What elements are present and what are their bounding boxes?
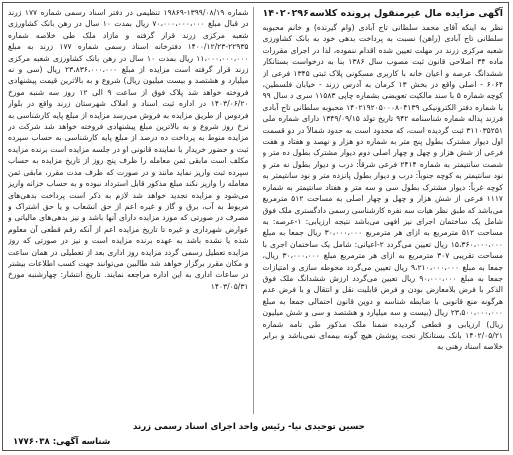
notice-columns <box>8 7 503 414</box>
notice-body-right: نظر به اینکه آقای محمد سلطانی تاج آبادی (وام گیرنده) و خانم محبوبه سلطانی تاج آبادی (راهن) نسبت به پرداخت بدهی خود به بانک کشاورزی شعبه مرکزی زرند در مهلت تعیین شده اقدام ننموده، لذا در اجرای مقررات ماده ۳۴ اصلاحی قانون ثبت مصوب سال ۱۳۸۶ بنا به درخواست بستانکار ششدانگ عرصه و اعیان خانه با کاربری مسکونی پلاک ثبتی ۱۳۴۵ فرعی از ۶۰۶۴ - اصلی واقع در بخش ۱۳ کرمان به آدرس زرند - خیابان فلسطین، کوچه شماره ۵ با سند مالکیت تعویضی بشماره چاپی ۱۱۵۸۳ سری د سال ۹۹ با شماره دفتر الکترونیکی ۱۴۰۲۱۹۲۰۵۰۰۰۸۰۴۱۳۹ محبوبه سلطانی تاج آبادی فرزند پداله شماره شناسنامه ۹۴۲ تاریخ تولد ۱۳۴۹/۰۹/۱۵ دارای شماره ملی ۳۱۱۰۳۵۲۵۱ ثبت گردیده است، که محدود است به حدود شمالاً در دو قسمت اول دیوار مشترک بطول پنج متر به شماره دو هزار و نهصد و هفتاد و هفت فرعی از شش هزار و چهل و چهار اصلی دوم دیوار مشترک بطول ده متر و شصت سانتیمتر به شماره ۲۴۱۴ فرعی شرقاً: درب و دیوار بطول نه متر و نود سانتیمتر به کوچه جنوباً: درب و دیوار بطول پانزده متر و نود سانتیمتر به کوچه غرباً: دیوار مشترک بطول سی و سه متر و هفتاد سانتیمتر به شماره ۱۱۱۷ فرعی از شش هزار و چهل و چهار اصلی به مساحت ۵۱۲ مترمربع می‌باشد که طبق نظر هیات سه نفره کارشناسی رسمی دادگستری ملک فوق شامل یک ساختمان اجرای نیز افهی می‌باشد نتیجه ارزیابی: ۱-عرصه: به مساحت ۵۱۲ مترمربع به ازای هر مترمربع ۳۰،۰۰۰،۰۰۰ ریال جمعا به مبلغ ۱۵،۳۶۰،۰۰۰،۰۰۰ ریال تعیین می‌گردد ۲-اعیانی: شامل یک ساختمان اجری با مساحت تقریبی ۳۰۷ مترمربع به ازای هر مترمربع مبلغ ۳۰،۰۰۰،۰۰۰ ریال، جمعا به مبلغ ۹،۲۱۰،۰۰۰،۰۰۰ ریال تعیین می‌گردد محوطه سازی و امتیازات جمعا به مبلغ ۹۰،۰۰۰،۰۰۰ ریال تعیین می‌گردد ارزش ششدانگ ملک فوق الذکر با فرض بلامعارض بودن و فرض قابلیت نقل و انتقال و با فرض عدم هرگونه منع قانونی با ضابطه شناسه و دوین قانون احتمالی جمعا به مبلغ ۲۳،۵۰۰،۰۰۰،۰۰۰ ریال (بیست و سه میلیارد و هشتصد و سی و شش میلیون ریال) ارزیابی و قطعی گردیده ضمنا ملک مذکور طی نامه شماره ۱۴۰۲/۰۵/۲۱ بانک بستانکار تحت پوشش هیچ گونه بیمه‌ای نمی‌باشد و برابر خلاصه اسناد رهنی به <box>262 23 503 352</box>
notice-left-column <box>8 7 254 414</box>
notice-title: آگهی مزایده مال غیرمنقول پرونده کلاسه <box>309 8 503 19</box>
signature: حسین توحیدی نیا- رئیس واحد اجرای اسناد رسمی زرند <box>133 422 365 432</box>
notice-headline <box>263 7 504 20</box>
case-number: ۱۴۰۲۰۲۹۶ <box>262 8 309 19</box>
notice-frame <box>2 2 509 451</box>
notice-right-column <box>263 7 504 414</box>
notice-body-left: شماره ۱۳۹۹/۰۸/۱۹-۱۹۸۶۹ تنظیمی در دفتر اسناد رسمی شماره ۱۷۷ زرند در قبال مبلغ ۷۰،۰۰۰،۰۰۰،۰۰۰ ریال بمدت ۱۰ سال در رهن بانک کشاورزی شعبه مرکزی زرند قرار گرفته و مازاد ملک طی خلاصه شماره ۲۲۹۳۵-۱۴۰۰/۱۲/۲۳ دفترخانه اسناد رسمی شماره ۱۷۷ زرند به مبلغ ۱۱،۰۰۰،۰۰۰،۰۰۰ ریال بمدت ۱۰ سال در رهن بانک کشاورزی شعبه مرکزی زرند قرار گرفته است مزایده از مبلغ ۲۳،۸۳۶،۰۰۰،۰۰۰ ریال (سی و نه میلیارد و هشتصد و بیست میلیون ریال) شروع و به بالاترین قیمت پیشنهادی فروخته خواهد شد پلاک فوق از ساعت ۹ الی ۱۲ روز سه شنبه مورخ ۱۴۰۳/۰۶/۲۰ در اداره ثبت اسناد و املاک شهرستان زرند واقع در بلوار فردوس از طریق مزایده به فروش می‌رسد مزایده از مبلغ پایه کارشناسی به نرخ روز شروع و به بالاترین مبلغ پیشنهادی فروخته خواهد شد شرکت در مزایده منوط به پرداخت ده درصد از مبلغ پایه کارشناسی به حساب سپرده ثبت و حضور خریدار با نماینده قانونی او در جلسه مزایده است برنده مزایده مکلف است مابقی ثمن معامله را ظرف پنج روز از تاریخ مزایده به حساب سپرده ثبت واریز نماید مانند و در صورت که ظرف مدت مقرر، مابقی ثمن معامله را واریز نکند مبلغ مذکور قابل استرداد نبوده و به حساب خزانه واریز می‌شود و مزایده تجدید خواهد شد لازم به ذکر است پرداخت بدهی‌های مربوط به آب، برق و گاز و غیره اعم از حق انشعاب و یا حق اشتراک و مصرف در صورتی که مورد مزایده دارای آنها باشد و نیز بدهی‌های مالیاتی و عوارض شهرداری و غیره تا تاریخ مزایده اعم از آنکه رقم قطعی آن معلوم شده یا نشده باشد به عهده برنده مزایده است و نیز در صورتی که روز مزایده تعطیل رسمی گردد مزایده روز اداری بعد از تعطیلی در همان ساعت و مکان مقرر برگزار خواهد شد طالبین می‌توانند جهت کسب اطلاعات بیشتر در ساعات اداری به این اداره مراجعه نمایند. تاریخ انتشار: چهارشنبه مورخ ۱۴۰۳/۰۵/۳۱ <box>8 8 249 291</box>
ad-id: شناسه آگهی: ۱۷۷۶۰۳۸ <box>13 437 111 447</box>
